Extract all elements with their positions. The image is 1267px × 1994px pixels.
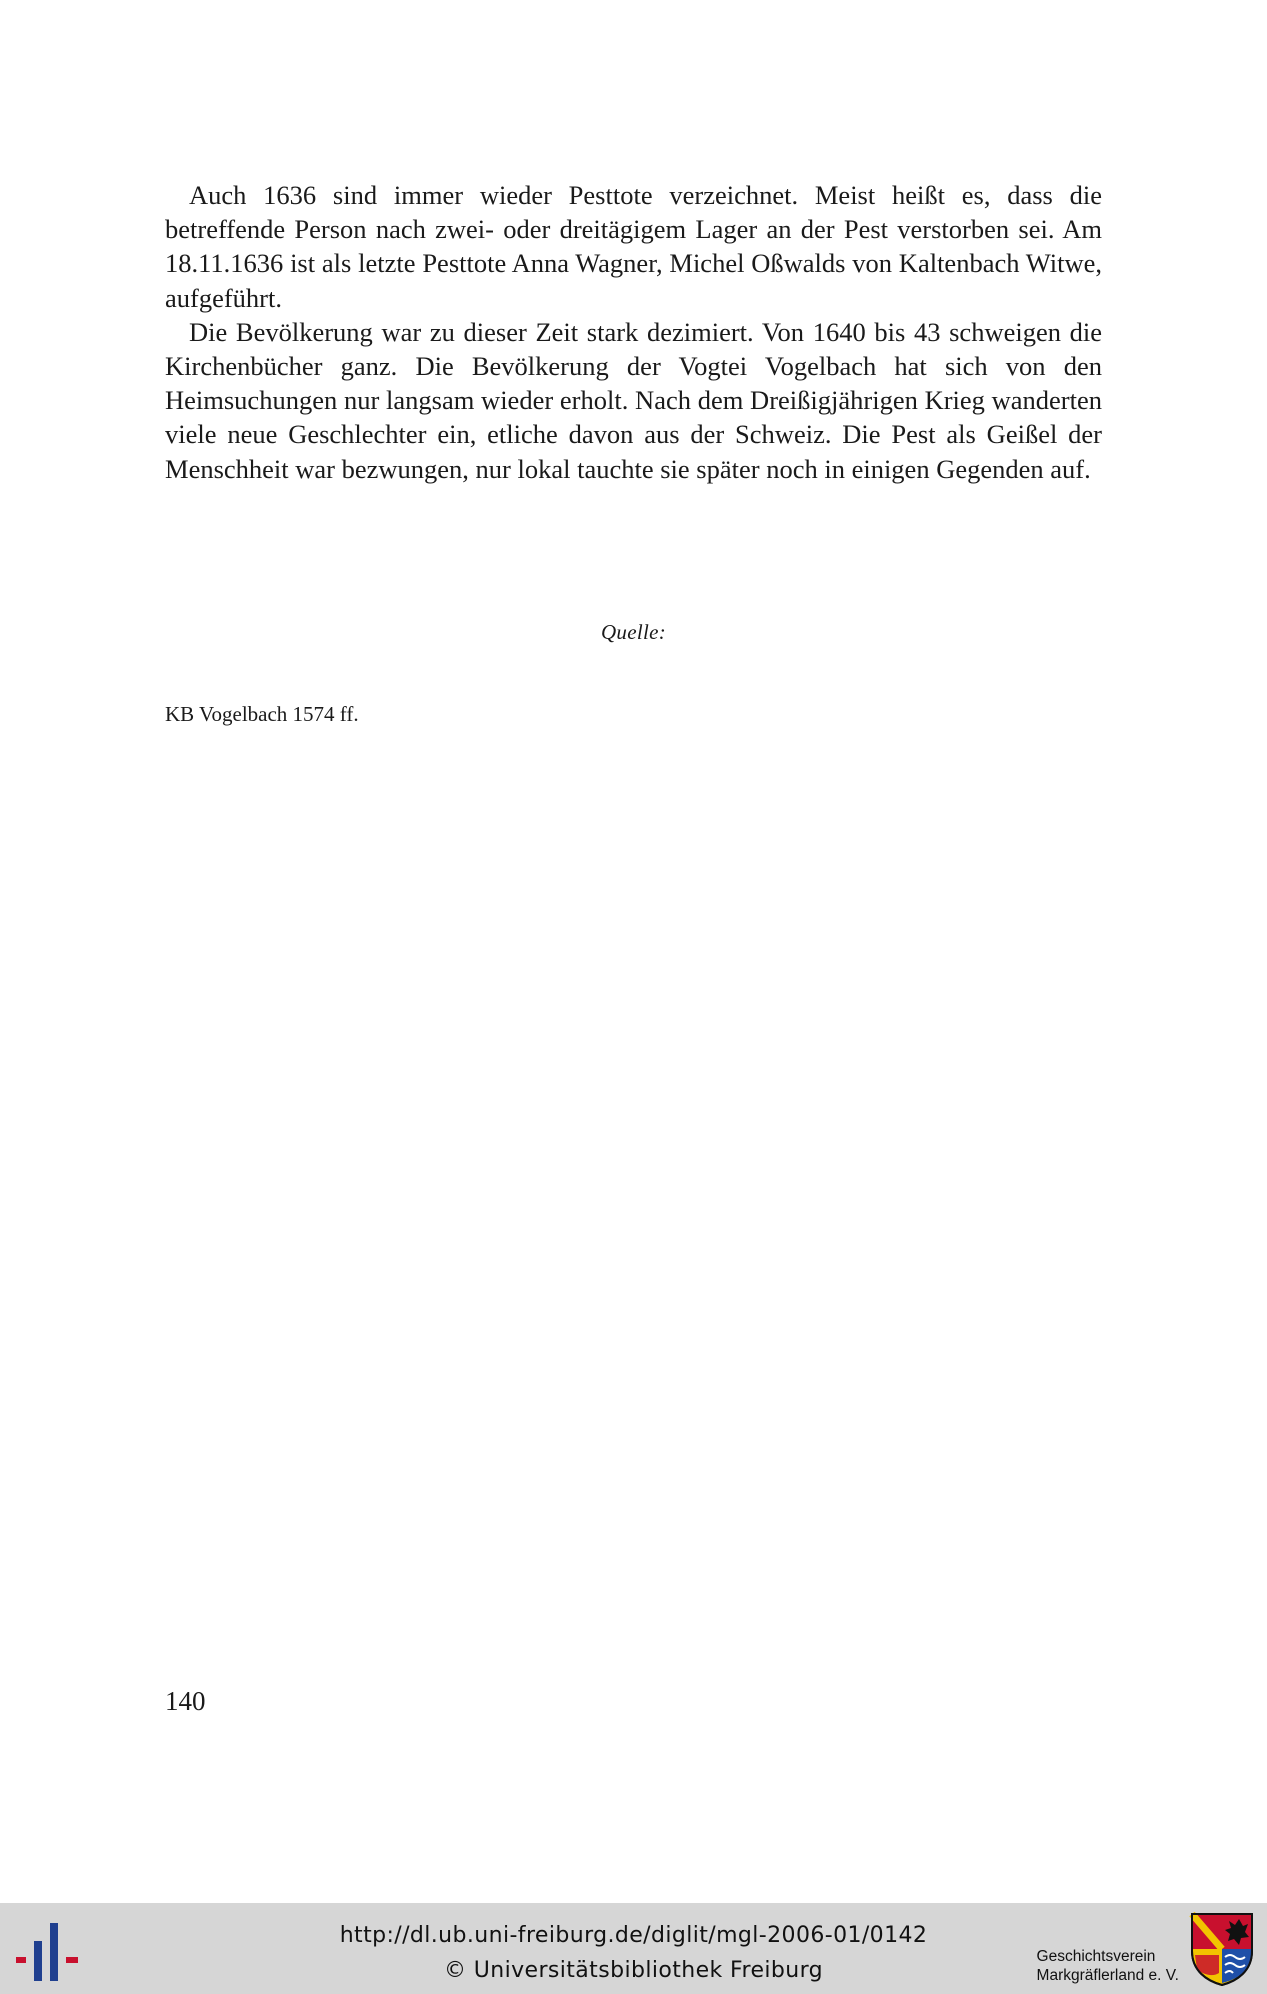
footer-bar — [0, 1903, 1267, 1994]
footer-url-link[interactable]: http://dl.ub.uni-freiburg.de/diglit/mgl-2006-01/0142 — [339, 1923, 928, 1948]
page-number: 140 — [165, 1686, 206, 1716]
body-text — [165, 178, 1102, 486]
source-heading: Quelle: — [600, 620, 667, 644]
paragraph-2: Die Bevölkerung war zu dieser Zeit stark dezimiert. Von 1640 bis 43 schweigen die Kirchenbücher ganz. Die Bevölkerung der Vogtei Vogelbach hat sich von den Heimsuchungen nur langsam wieder erholt. Nach dem Dreißigjährigen Krieg wanderten viele neue Geschlechter ein, etliche davon aus der Schweiz. Die Pest als Geißel der Menschheit war bezwungen, nur lokal tauchte sie später noch in einigen Gegenden auf. — [165, 316, 1102, 484]
society-name — [1037, 1947, 1179, 1985]
society-name-line2: Markgräflerland e. V. — [1036, 1967, 1179, 1984]
coat-of-arms-icon — [1189, 1911, 1255, 1987]
footer-copyright: © Universitätsbibliothek Freiburg — [443, 1958, 824, 1983]
source-entry: KB Vogelbach 1574 ff. — [165, 702, 359, 726]
paragraph-1: Auch 1636 sind immer wieder Pesttote verzeichnet. Meist heißt es, dass die betreffende Person nach zwei- oder dreitägigem Lager an der Pest verstorben sei. Am 18.11.1636 ist als letzte Pesttote Anna Wagner, Michel Oßwalds von Kaltenbach Witwe, aufgeführt. — [165, 180, 1102, 313]
society-name-line1: Geschichtsverein — [1036, 1948, 1156, 1965]
